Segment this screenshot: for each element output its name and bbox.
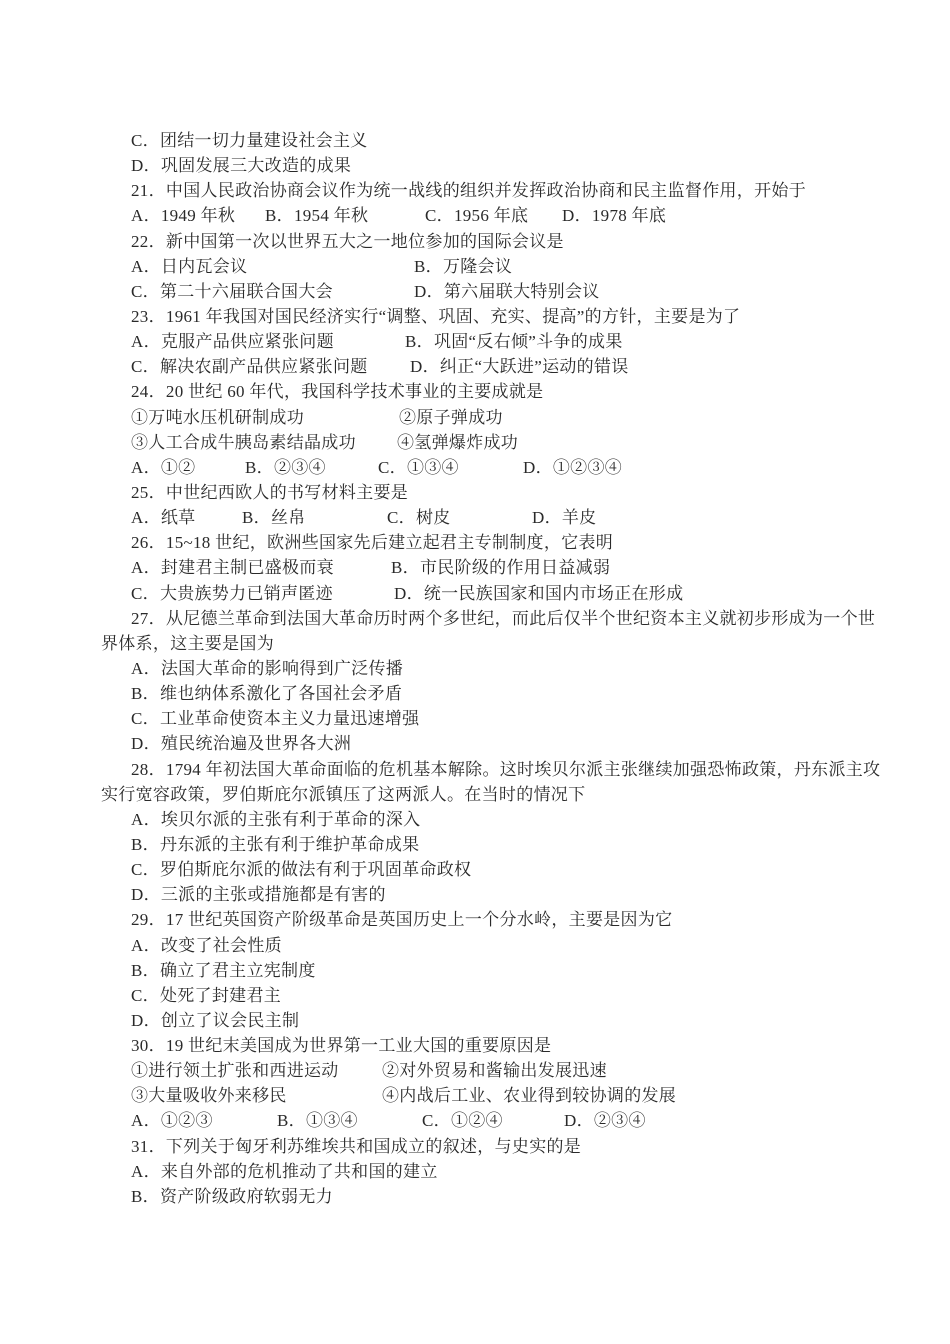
text-line xyxy=(0,329,950,354)
option-text: B．巩固“反右倾”斗争的成果 xyxy=(405,332,623,352)
option-text: A．来自外部的危机推动了共和国的建立 xyxy=(131,1161,438,1181)
text-line xyxy=(0,1108,950,1133)
option-text: D．羊皮 xyxy=(532,508,597,528)
option-text: B．确立了君主立宪制度 xyxy=(131,960,316,980)
option-item-text: ③人工合成牛胰岛素结晶成功 xyxy=(131,432,356,452)
option-text: A．埃贝尔派的主张有利于革命的深入 xyxy=(131,809,421,829)
text-line xyxy=(0,229,950,254)
text-line xyxy=(0,1083,950,1108)
option-item-text: ④氢弹爆炸成功 xyxy=(397,432,519,452)
question-text: 23．1961 年我国对国民经济实行“调整、巩固、充实、提高”的方针，主要是为了 xyxy=(131,306,741,326)
option-text: A．封建君主制已盛极而衰 xyxy=(131,558,334,578)
option-text: C．工业革命使资本主义力量迅速增强 xyxy=(131,709,420,729)
text-line xyxy=(0,907,950,932)
option-text: D．统一民族国家和国内市场正在形成 xyxy=(394,583,684,603)
text-line xyxy=(0,128,950,153)
option-text: D．三派的主张或措施都是有害的 xyxy=(131,885,386,905)
option-text: D．第六届联大特别会议 xyxy=(414,281,600,301)
option-text: D．巩固发展三大改造的成果 xyxy=(131,156,352,176)
option-text: C．1956 年底 xyxy=(425,206,529,226)
option-text: D．1978 年底 xyxy=(562,206,667,226)
option-text: B．市民阶级的作用日益减弱 xyxy=(391,558,611,578)
option-item-text: ②对外贸易和酱输出发展迅速 xyxy=(382,1061,607,1081)
option-text: C．①②④ xyxy=(422,1111,503,1131)
question-text: 30．19 世纪末美国成为世界第一工业大国的重要原因是 xyxy=(131,1036,552,1056)
text-line xyxy=(0,631,950,656)
option-text: A．法国大革命的影响得到广泛传播 xyxy=(131,658,404,678)
text-line xyxy=(0,706,950,731)
text-line xyxy=(0,681,950,706)
option-text: B．②③④ xyxy=(245,457,326,477)
option-text: B．丹东派的主张有利于维护革命成果 xyxy=(131,834,420,854)
option-text: C．团结一切力量建设社会主义 xyxy=(131,131,368,150)
text-line xyxy=(0,1184,950,1209)
text-line xyxy=(0,304,950,329)
continuation-text: 实行宽容政策，罗伯斯庇尔派镇压了这两派人。在当时的情况下 xyxy=(101,784,586,804)
option-text: C．处死了封建君主 xyxy=(131,985,282,1005)
option-text: B．1954 年秋 xyxy=(265,206,369,226)
text-line xyxy=(0,983,950,1008)
text-line xyxy=(0,832,950,857)
option-text: D．创立了议会民主制 xyxy=(131,1010,300,1030)
text-line xyxy=(0,505,950,530)
option-text: C．①③④ xyxy=(378,457,459,477)
question-text: 24．20 世纪 60 年代，我国科学技术事业的主要成就是 xyxy=(131,382,544,402)
option-text: A．克服产品供应紧张问题 xyxy=(131,332,334,352)
question-list xyxy=(0,128,950,1209)
text-line xyxy=(0,606,950,631)
option-item-text: ①万吨水压机研制成功 xyxy=(131,407,304,427)
text-line xyxy=(0,530,950,555)
text-line xyxy=(0,1033,950,1058)
option-text: C．解决农副产品供应紧张问题 xyxy=(131,357,368,377)
option-text: D．①②③④ xyxy=(523,457,623,477)
option-text: B．①③④ xyxy=(277,1111,358,1131)
text-line xyxy=(0,379,950,404)
question-text: 25．中世纪西欧人的书写材料主要是 xyxy=(131,482,409,502)
question-text: 27．从尼德兰革命到法国大革命历时两个多世纪，而此后仅半个世纪资本主义就初步形成为一个世 xyxy=(131,608,876,628)
option-text: C．大贵族势力已销声匿迹 xyxy=(131,583,333,603)
text-line xyxy=(0,782,950,807)
text-line xyxy=(0,153,950,178)
option-text: B．资产阶级政府软弱无力 xyxy=(131,1186,333,1206)
text-line xyxy=(0,178,950,203)
text-line xyxy=(0,279,950,304)
text-line xyxy=(0,731,950,756)
question-text: 31．下列关于匈牙利苏维埃共和国成立的叙述，与史实的是 xyxy=(131,1136,582,1156)
continuation-text: 界体系，这主要是国为 xyxy=(101,633,274,653)
option-text: B．维也纳体系激化了各国社会矛盾 xyxy=(131,684,403,704)
text-line xyxy=(0,455,950,480)
option-text: B．万隆会议 xyxy=(414,256,513,276)
option-text: A．改变了社会性质 xyxy=(131,935,282,955)
text-line xyxy=(0,1159,950,1184)
text-line xyxy=(0,857,950,882)
text-line xyxy=(0,480,950,505)
text-line xyxy=(0,933,950,958)
text-line xyxy=(0,430,950,455)
option-text: D．②③④ xyxy=(564,1111,646,1131)
option-item-text: ②原子弹成功 xyxy=(399,407,503,427)
option-item-text: ③大量吸收外来移民 xyxy=(131,1086,287,1106)
option-text: D．纠正“大跃进”运动的错误 xyxy=(410,357,629,377)
text-line xyxy=(0,1008,950,1033)
option-text: B．丝帛 xyxy=(242,508,306,528)
text-line xyxy=(0,958,950,983)
question-text: 29．17 世纪英国资产阶级革命是英国历史上一个分水岭，主要是因为它 xyxy=(131,910,673,930)
text-line xyxy=(0,807,950,832)
text-line xyxy=(0,882,950,907)
option-item-text: ①进行领土扩张和西进运动 xyxy=(131,1061,339,1081)
option-text: C．第二十六届联合国大会 xyxy=(131,281,333,301)
option-text: A．①② xyxy=(131,457,196,477)
question-text: 26．15~18 世纪，欧洲些国家先后建立起君主专制制度，它表明 xyxy=(131,533,614,553)
question-text: 21．中国人民政治协商会议作为统一战线的组织并发挥政治协商和民主监督作用，开始于 xyxy=(131,181,806,201)
question-text: 22．新中国第一次以世界五大之一地位参加的国际会议是 xyxy=(131,231,564,251)
option-item-text: ④内战后工业、农业得到较协调的发展 xyxy=(382,1086,677,1106)
text-line xyxy=(0,555,950,580)
option-text: C．罗伯斯庇尔派的做法有利于巩固革命政权 xyxy=(131,860,472,880)
text-line xyxy=(0,1058,950,1083)
text-line xyxy=(0,581,950,606)
question-text: 28．1794 年初法国大革命面临的危机基本解除。这时埃贝尔派主张继续加强恐怖政策，丹东派主攻 xyxy=(131,759,881,779)
text-line xyxy=(0,203,950,228)
option-text: A．日内瓦会议 xyxy=(131,256,248,276)
text-line xyxy=(0,254,950,279)
option-text: A．1949 年秋 xyxy=(131,206,236,226)
text-line xyxy=(0,405,950,430)
text-line xyxy=(0,354,950,379)
option-text: C．树皮 xyxy=(387,508,451,528)
option-text: A．纸草 xyxy=(131,508,196,528)
text-line xyxy=(0,1134,950,1159)
text-line xyxy=(0,757,950,782)
option-text: A．①②③ xyxy=(131,1111,213,1131)
option-text: D．殖民统治遍及世界各大洲 xyxy=(131,734,352,754)
text-line xyxy=(0,656,950,681)
